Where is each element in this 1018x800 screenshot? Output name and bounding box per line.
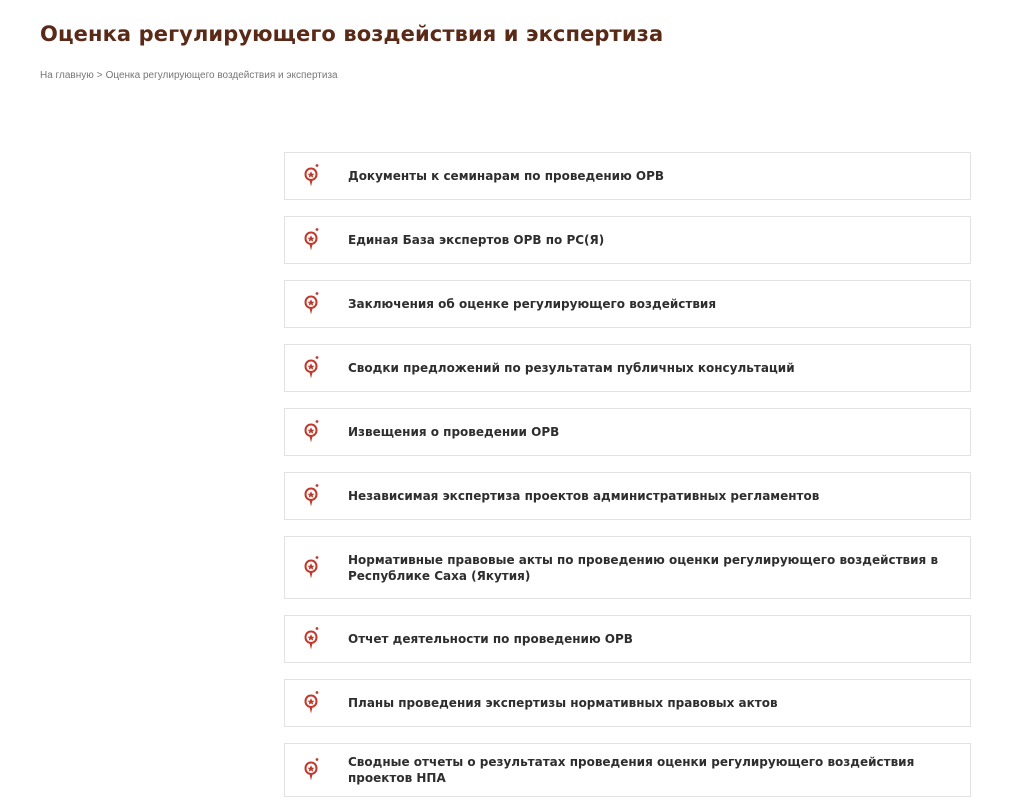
list-item-label: Отчет деятельности по проведению ОРВ <box>348 632 633 646</box>
medal-ribbon-icon <box>303 291 321 317</box>
list-item-conclusions[interactable] <box>284 280 971 328</box>
list-item-label: Нормативные правовые акты по проведению оценки регулирующего воздействия в Республике Саха (Якутия) <box>348 552 939 583</box>
breadcrumb-current: Оценка регулирующего воздействия и экспертиза <box>105 70 338 81</box>
breadcrumb-home-link[interactable]: На главную <box>40 70 94 81</box>
list-item-label: Документы к семинарам по проведению ОРВ <box>348 169 665 183</box>
list-item-notifications[interactable] <box>284 408 971 456</box>
medal-ribbon-icon <box>303 757 321 783</box>
page-title: Оценка регулирующего воздействия и экспертиза <box>40 22 664 46</box>
medal-ribbon-icon <box>303 626 321 652</box>
medal-ribbon-icon <box>303 163 321 189</box>
list-item-consultation-summaries[interactable] <box>284 344 971 392</box>
list-item-label: Сводные отчеты о результатах проведения оценки регулирующего воздействия проектов НПА <box>348 755 915 785</box>
medal-ribbon-icon <box>303 690 321 716</box>
breadcrumb-separator: > <box>96 70 103 81</box>
list-item-seminar-documents[interactable] <box>284 152 971 200</box>
section-list <box>284 152 971 797</box>
medal-ribbon-icon <box>303 227 321 253</box>
medal-ribbon-icon <box>303 555 321 581</box>
breadcrumb <box>40 70 338 81</box>
list-item-label: Извещения о проведении ОРВ <box>348 425 560 439</box>
list-item-summary-reports[interactable] <box>284 743 971 797</box>
list-item-label: Планы проведения экспертизы нормативных правовых актов <box>348 696 778 710</box>
medal-ribbon-icon <box>303 355 321 381</box>
list-item-expertise-plans[interactable] <box>284 679 971 727</box>
medal-ribbon-icon <box>303 483 321 509</box>
list-item-label: Сводки предложений по результатам публичных консультаций <box>348 361 795 375</box>
list-item-independent-expertise[interactable] <box>284 472 971 520</box>
list-item-experts-database[interactable] <box>284 216 971 264</box>
list-item-label: Единая База экспертов ОРВ по РС(Я) <box>348 233 605 247</box>
list-item-legal-acts[interactable] <box>284 536 971 599</box>
medal-ribbon-icon <box>303 419 321 445</box>
list-item-label: Заключения об оценке регулирующего воздействия <box>348 297 717 311</box>
list-item-label: Независимая экспертиза проектов административных регламентов <box>348 489 820 503</box>
list-item-activity-report[interactable] <box>284 615 971 663</box>
